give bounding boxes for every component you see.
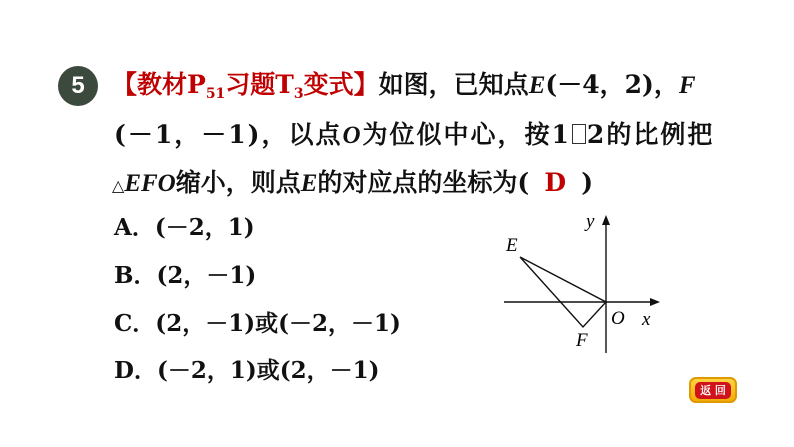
label-e: E — [506, 235, 518, 256]
option-b: B．(2，－1) — [114, 262, 257, 289]
back-button[interactable] — [689, 377, 737, 403]
label-o: O — [611, 308, 625, 329]
source-tag: 【教材$P_{51}$习题$T_3$变式】 — [112, 70, 379, 102]
triangle-symbol: △ — [112, 176, 125, 195]
option-a: A．(－2，1) — [114, 214, 255, 241]
coordinate-figure — [480, 205, 670, 355]
answer-text: D — [544, 168, 567, 197]
label-y: y — [586, 211, 595, 232]
question-number-badge: 5 — [58, 66, 98, 106]
ratio-symbol-box — [572, 124, 586, 144]
option-c: C．(2，－1)或(－2，－1) — [114, 310, 401, 337]
question-stem-line-1: 【教材$P_{51}$习题$T_3$变式】如图，已知点E(－4，2)，F — [112, 70, 696, 102]
question-stem-line-2: (－1，－1)，以点O为位似中心，按1 2的比例把 — [114, 120, 715, 149]
back-button-label: 返 回 — [695, 382, 731, 399]
question-stem-line-3: △EFO缩小，则点E的对应点的坐标为( D ) — [112, 166, 593, 203]
x-axis-arrow — [650, 298, 660, 306]
label-f: F — [576, 330, 588, 351]
y-axis-arrow — [602, 215, 610, 225]
label-x: x — [642, 309, 651, 330]
option-d: D．(－2，1)或(2，－1) — [114, 357, 380, 384]
triangle-efo — [520, 257, 606, 327]
